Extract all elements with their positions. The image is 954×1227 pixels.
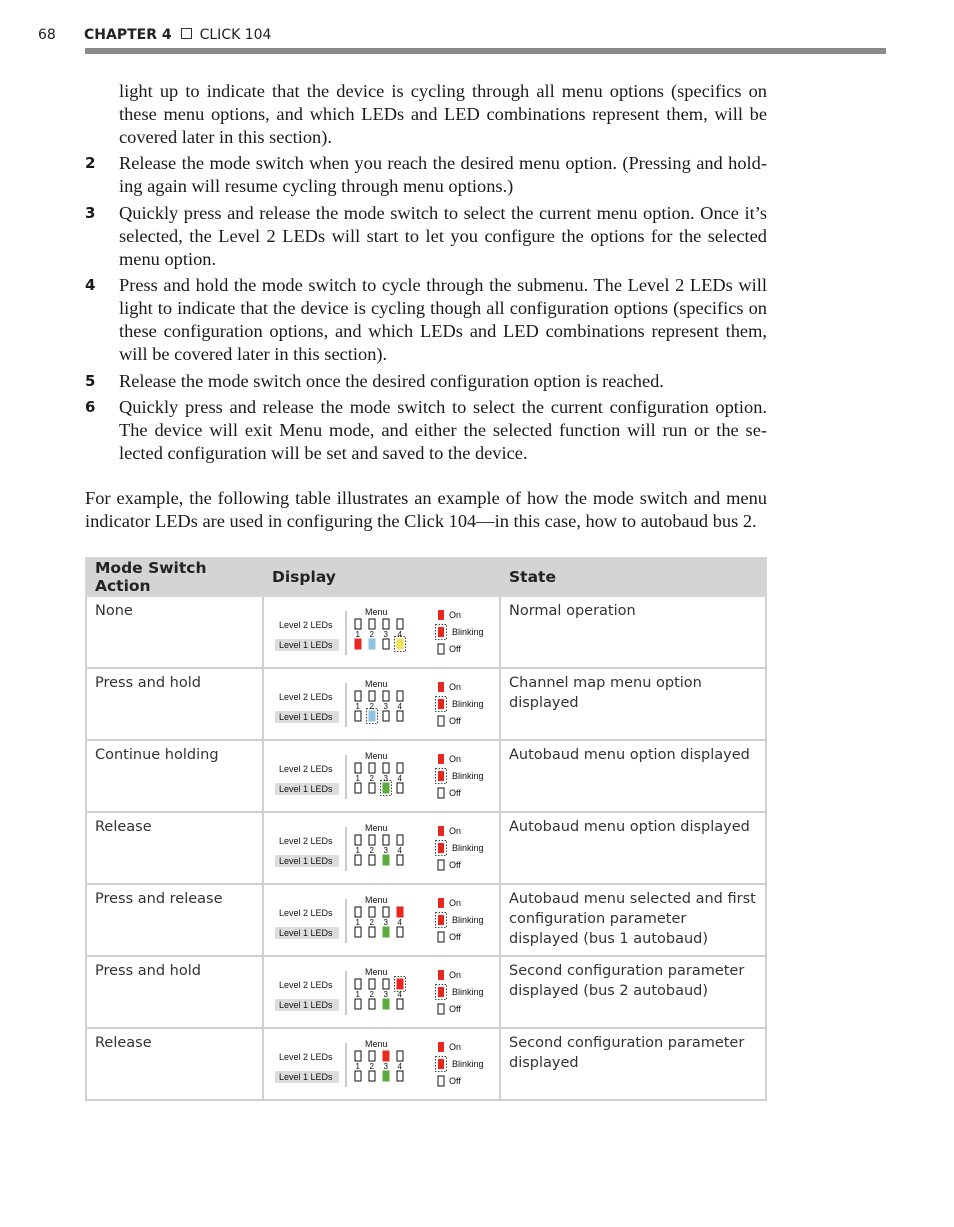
step-number: 3 — [85, 203, 96, 222]
led-number: 3 — [383, 918, 388, 927]
display-cell — [263, 956, 500, 1028]
led-number: 2 — [369, 774, 374, 783]
step-3: 3 Quickly press and release the mode switch to select the current menu option. Once it’s selected, the Level 2 LEDs will start to let you configure the options for the selected menu option. — [85, 202, 767, 269]
col-state: State — [500, 558, 766, 596]
level2-label: Level 2 LEDs — [279, 980, 333, 990]
level1-led-2 — [369, 999, 375, 1009]
level1-label: Level 1 LEDs — [279, 1072, 333, 1082]
led-display-diagram — [264, 813, 500, 881]
level2-led-4 — [397, 763, 403, 773]
level1-led-1 — [355, 1071, 361, 1081]
menu-label: Menu — [365, 967, 388, 977]
led-legend — [436, 754, 484, 798]
header-rule — [85, 48, 886, 54]
level2-led-2 — [369, 1051, 375, 1061]
action-cell: Continue holding — [86, 740, 263, 812]
led-number: 2 — [369, 702, 374, 711]
level2-led-1 — [355, 1051, 361, 1061]
led-number: 1 — [355, 990, 360, 999]
level2-led-2 — [369, 979, 375, 989]
level2-led-3 — [383, 835, 389, 845]
legend-on: On — [449, 610, 462, 620]
led-number: 2 — [369, 918, 374, 927]
led-display-diagram — [264, 885, 500, 953]
level2-label: Level 2 LEDs — [279, 836, 333, 846]
level1-led-4 — [397, 855, 403, 865]
level2-led-1 — [355, 691, 361, 701]
step-number: 5 — [85, 371, 96, 390]
level2-led-2 — [369, 763, 375, 773]
state-cell: Normal operation — [500, 596, 766, 668]
level2-led-2 — [369, 835, 375, 845]
action-cell: Release — [86, 1028, 263, 1100]
level1-led-2 — [367, 709, 378, 724]
level1-led-3 — [383, 711, 389, 721]
display-cell — [263, 668, 500, 740]
level2-label: Level 2 LEDs — [279, 1052, 333, 1062]
table-row — [86, 596, 766, 668]
action-cell: None — [86, 596, 263, 668]
level2-led-2 — [369, 907, 375, 917]
level2-led-4 — [397, 691, 403, 701]
table-row — [86, 956, 766, 1028]
step-number: 6 — [85, 398, 96, 417]
led-number: 4 — [397, 918, 402, 927]
step-4: 4 Press and hold the mode switch to cycle through the submenu. The Level 2 LEDs will light to indicate that the device is cycling though all configuration options (specifics on these configuration options, and which LEDs and LED combinations represent them, will be covered later in this section). — [85, 275, 767, 364]
led-display-diagram — [264, 669, 500, 737]
led-number: 4 — [397, 774, 402, 783]
action-cell: Press and hold — [86, 668, 263, 740]
step-number: 4 — [85, 276, 96, 295]
legend-on: On — [449, 898, 462, 908]
led-number: 2 — [369, 846, 374, 855]
led-number: 3 — [383, 702, 388, 711]
level1-led-3 — [383, 855, 389, 865]
led-number: 2 — [369, 990, 374, 999]
level1-label: Level 1 LEDs — [279, 856, 333, 866]
chapter-title: CLICK 104 — [199, 27, 272, 43]
led-table — [85, 557, 767, 1101]
legend-on: On — [449, 826, 462, 836]
level2-led-2 — [369, 619, 375, 629]
level1-led-4 — [395, 637, 406, 652]
level1-led-4 — [397, 999, 403, 1009]
led-number: 1 — [355, 702, 360, 711]
led-legend — [436, 610, 484, 654]
display-cell — [263, 740, 500, 812]
led-display-diagram — [264, 1029, 500, 1097]
legend-blinking: Blinking — [452, 915, 484, 925]
level2-led-3 — [383, 691, 389, 701]
led-number: 1 — [355, 630, 360, 639]
level1-led-2 — [369, 927, 375, 937]
col-action: Mode Switch Action — [86, 558, 263, 596]
legend-blinking: Blinking — [452, 987, 484, 997]
running-header — [38, 27, 271, 43]
level1-led-1 — [355, 855, 361, 865]
level2-led-3 — [383, 619, 389, 629]
legend-blinking: Blinking — [452, 843, 484, 853]
led-number: 1 — [355, 774, 360, 783]
table-row — [86, 740, 766, 812]
legend-blinking: Blinking — [452, 1059, 484, 1069]
table-row — [86, 668, 766, 740]
level1-led-3 — [383, 1071, 389, 1081]
step-5: 5 Release the mode switch once the desired configuration option is reached. — [85, 370, 664, 391]
menu-label: Menu — [365, 751, 388, 761]
led-number: 3 — [383, 1062, 388, 1071]
body-text — [85, 80, 767, 532]
legend-on: On — [449, 970, 462, 980]
level1-led-2 — [369, 1071, 375, 1081]
led-number: 3 — [383, 630, 388, 639]
level2-label: Level 2 LEDs — [279, 908, 333, 918]
menu-label: Menu — [365, 679, 388, 689]
led-display-diagram — [264, 597, 500, 665]
state-cell: Channel map menu option displayed — [500, 668, 766, 740]
level2-led-2 — [369, 691, 375, 701]
action-cell: Release — [86, 812, 263, 884]
level1-led-4 — [397, 711, 403, 721]
level2-led-1 — [355, 979, 361, 989]
level1-led-4 — [397, 1071, 403, 1081]
level1-label: Level 1 LEDs — [279, 1000, 333, 1010]
level1-label: Level 1 LEDs — [279, 712, 333, 722]
level1-led-3 — [383, 927, 389, 937]
legend-blinking: Blinking — [452, 699, 484, 709]
level2-led-4 — [397, 835, 403, 845]
level1-label: Level 1 LEDs — [279, 784, 333, 794]
state-cell: Autobaud menu option displayed — [500, 812, 766, 884]
level1-led-3 — [383, 999, 389, 1009]
state-cell: Second configuration parameter displayed — [500, 1028, 766, 1100]
led-number: 1 — [355, 846, 360, 855]
level1-led-3 — [381, 781, 392, 796]
step-continued: light up to indicate that the device is cycling through all menu options (specifics on these menu options, and which LEDs and LED combinations represent them, will be covered later in this section). — [119, 81, 767, 147]
step-6: 6 Quickly press and release the mode switch to select the current configuration option. The device will exit Menu mode, and either the selected function will run or the se-lected configuration will be set and saved to the device. — [85, 397, 767, 463]
display-cell — [263, 884, 500, 956]
display-cell — [263, 812, 500, 884]
led-display-diagram — [264, 741, 500, 809]
level2-led-1 — [355, 907, 361, 917]
level1-label: Level 1 LEDs — [279, 640, 333, 650]
legend-off: Off — [449, 1004, 461, 1014]
led-legend — [436, 682, 484, 726]
menu-label: Menu — [365, 823, 388, 833]
display-cell — [263, 596, 500, 668]
col-display: Display — [263, 558, 500, 596]
step-number: 2 — [85, 154, 96, 173]
led-number: 4 — [397, 990, 402, 999]
table-row — [86, 812, 766, 884]
level2-led-3 — [383, 979, 389, 989]
level1-led-1 — [355, 999, 361, 1009]
legend-off: Off — [449, 716, 461, 726]
led-number: 4 — [397, 1062, 402, 1071]
legend-on: On — [449, 754, 462, 764]
level1-led-2 — [369, 639, 375, 649]
chapter-label: CHAPTER 4 — [84, 27, 172, 43]
level1-led-1 — [355, 639, 361, 649]
state-cell: Second configuration parameter displayed (bus 2 autobaud) — [500, 956, 766, 1028]
legend-off: Off — [449, 644, 461, 654]
led-number: 4 — [397, 702, 402, 711]
page-number: 68 — [38, 27, 56, 43]
table-row — [86, 884, 766, 956]
separator-box — [181, 28, 192, 39]
level2-led-4 — [397, 1051, 403, 1061]
led-display-diagram — [264, 957, 500, 1025]
led-number: 4 — [397, 846, 402, 855]
legend-on: On — [449, 1042, 462, 1052]
level1-led-2 — [369, 855, 375, 865]
legend-off: Off — [449, 932, 461, 942]
led-number: 2 — [369, 1062, 374, 1071]
led-number: 2 — [369, 630, 374, 639]
legend-off: Off — [449, 860, 461, 870]
level2-led-1 — [355, 835, 361, 845]
state-cell: Autobaud menu option displayed — [500, 740, 766, 812]
step-2: 2 Release the mode switch when you reach the desired menu option. (Pressing and hold-ing again will resume cycling through menu options.) — [85, 153, 767, 197]
intro-paragraph: For example, the following table illustrates an example of how the mode switch and menu indicator LEDs are used in configuring the Click 104—in this case, how to autobaud bus 2. — [85, 487, 767, 531]
level1-led-4 — [397, 783, 403, 793]
level1-led-2 — [369, 783, 375, 793]
led-legend — [436, 1042, 484, 1086]
display-cell — [263, 1028, 500, 1100]
legend-off: Off — [449, 788, 461, 798]
menu-label: Menu — [365, 607, 388, 617]
level2-led-3 — [383, 907, 389, 917]
level1-led-4 — [397, 927, 403, 937]
level2-led-1 — [355, 763, 361, 773]
led-number: 3 — [383, 846, 388, 855]
menu-label: Menu — [365, 895, 388, 905]
action-cell: Press and hold — [86, 956, 263, 1028]
led-number: 3 — [383, 774, 388, 783]
level2-led-1 — [355, 619, 361, 629]
table-header-row — [86, 558, 766, 596]
level2-label: Level 2 LEDs — [279, 764, 333, 774]
legend-off: Off — [449, 1076, 461, 1086]
state-cell: Autobaud menu selected and first configuration parameter displayed (bus 1 autobaud) — [500, 884, 766, 956]
level1-led-1 — [355, 783, 361, 793]
led-number: 1 — [355, 918, 360, 927]
legend-on: On — [449, 682, 462, 692]
table-row — [86, 1028, 766, 1100]
led-number: 4 — [397, 630, 402, 639]
level2-led-4 — [397, 907, 403, 917]
level2-led-3 — [383, 1051, 389, 1061]
level1-led-3 — [383, 639, 389, 649]
led-number: 1 — [355, 1062, 360, 1071]
led-legend — [436, 898, 484, 942]
level2-label: Level 2 LEDs — [279, 620, 333, 630]
led-legend — [436, 826, 484, 870]
level2-led-3 — [383, 763, 389, 773]
level1-led-1 — [355, 927, 361, 937]
level2-label: Level 2 LEDs — [279, 692, 333, 702]
led-legend — [436, 970, 484, 1014]
level1-led-1 — [355, 711, 361, 721]
legend-blinking: Blinking — [452, 627, 484, 637]
legend-blinking: Blinking — [452, 771, 484, 781]
action-cell: Press and release — [86, 884, 263, 956]
menu-label: Menu — [365, 1039, 388, 1049]
level2-led-4 — [397, 619, 403, 629]
level1-label: Level 1 LEDs — [279, 928, 333, 938]
led-number: 3 — [383, 990, 388, 999]
